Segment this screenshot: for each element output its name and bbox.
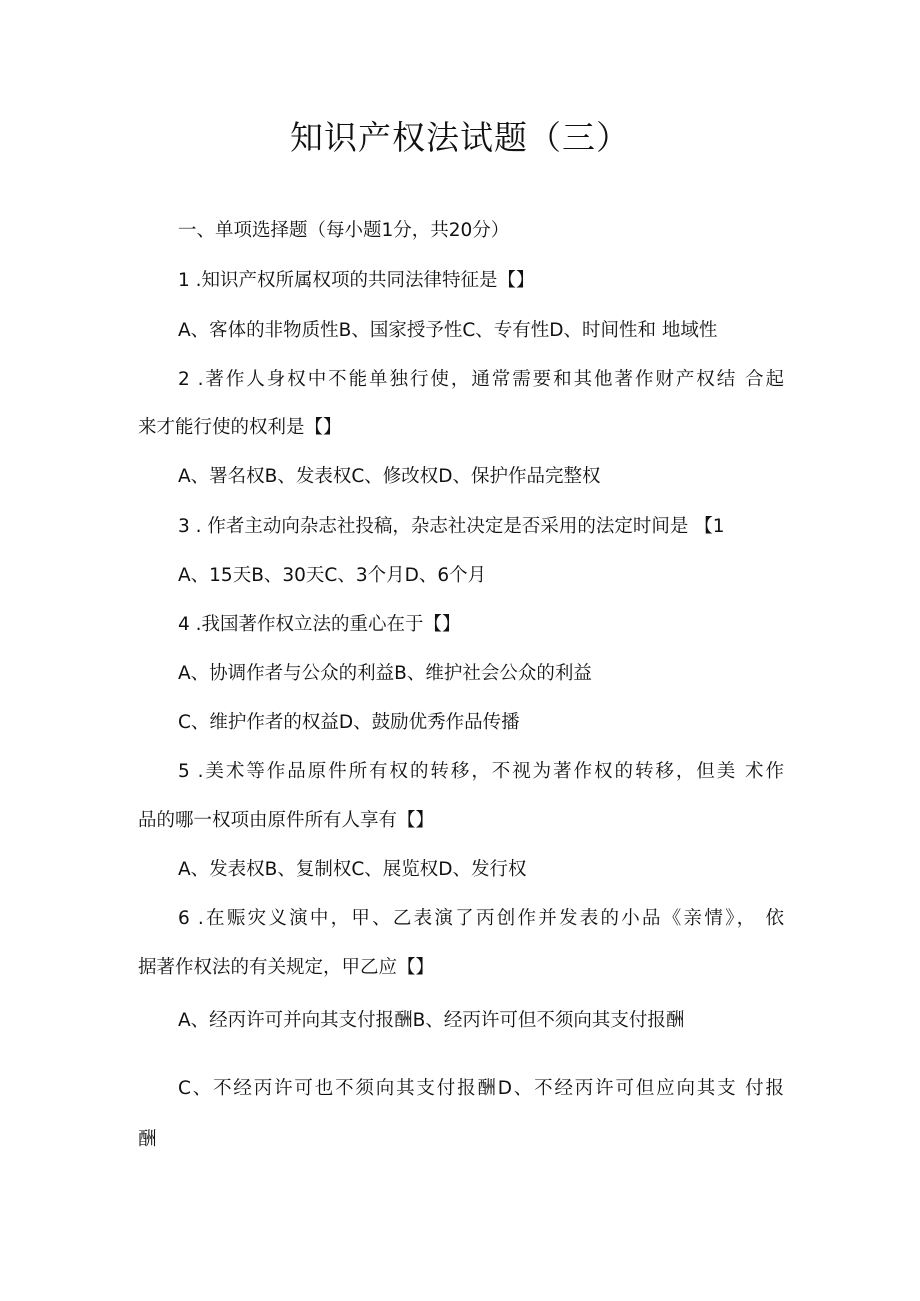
question-2-options: A、署名权B、发表权C、修改权D、保护作品完整权 xyxy=(178,466,601,487)
question-2-stem-line2: 来才能行使的权利是【】 xyxy=(138,417,342,438)
question-5-stem-line2: 品的哪一权项由原件所有人享有【】 xyxy=(138,810,435,831)
question-6-stem-line2: 据著作权法的有关规定，甲乙应【】 xyxy=(138,957,435,978)
section-heading: 一、单项选择题（每小题1分，共20分） xyxy=(178,220,510,241)
question-2-stem-line1: 2 .著作人身权中不能单独行使，通常需要和其他著作财产权结 合起 xyxy=(178,369,784,390)
question-3-stem: 3 . 作者主动向杂志社投稿，杂志社决定是否采用的法定时间是 【1 xyxy=(178,516,725,537)
question-6-options-line1: A、经丙许可并向其支付报酬B、经丙许可但不须向其支付报酬 xyxy=(178,1010,685,1031)
document-title: 知识产权法试题（三） xyxy=(290,118,630,157)
question-1-options: A、客体的非物质性B、国家授予性C、专有性D、时间性和 地域性 xyxy=(178,320,718,341)
question-4-stem: 4 .我国著作权立法的重心在于【】 xyxy=(178,614,461,635)
question-3-options: A、15天B、30天C、3个月D、6个月 xyxy=(178,565,487,586)
question-6-options-line3: 酬 xyxy=(138,1129,157,1150)
question-1-stem: 1 .知识产权所属权项的共同法律特征是【】 xyxy=(178,270,535,291)
question-6-options-line2: C、不经丙许可也不须向其支付报酬D、不经丙许可但应向其支 付报 xyxy=(178,1078,784,1099)
question-5-options: A、发表权B、复制权C、展览权D、发行权 xyxy=(178,859,527,880)
question-6-stem-line1: 6 .在赈灾义演中，甲、乙表演了丙创作并发表的小品《亲情》， 依 xyxy=(178,908,784,929)
question-5-stem-line1: 5 .美术等作品原件所有权的转移，不视为著作权的转移，但美 术作 xyxy=(178,761,784,782)
question-4-options-line1: A、协调作者与公众的利益B、维护社会公众的利益 xyxy=(178,663,592,684)
question-4-options-line2: C、维护作者的权益D、鼓励优秀作品传播 xyxy=(178,712,520,733)
